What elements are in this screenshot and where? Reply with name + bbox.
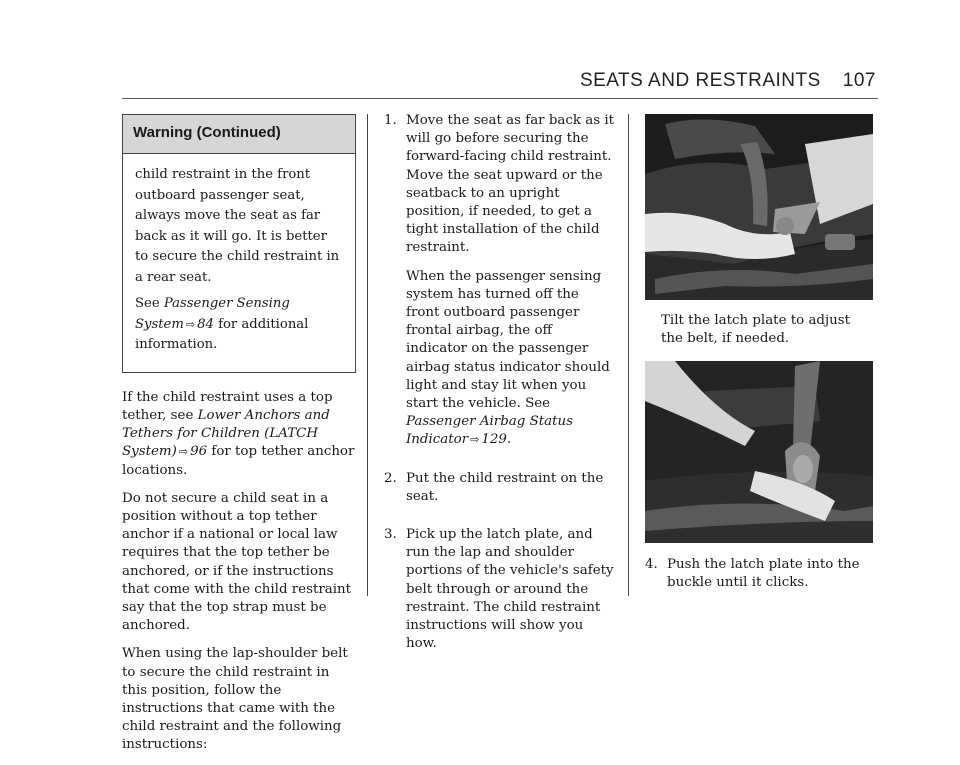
paragraph-top-tether <box>122 389 356 480</box>
page-reference-arrow-icon: ⇨ <box>178 445 189 459</box>
step-3-text: Pick up the latch plate, and run the lap and shoulder portions of the vehicle's safety belt through or around the restraint. The child restraint instructions will show you how. <box>406 527 614 652</box>
p1-suffix: for top tether anchor locations. <box>122 444 355 478</box>
link-latch-system[interactable]: Lower Anchors and Tethers for Children (LATCH System) <box>122 407 330 460</box>
step-1-note-text: When the passenger sensing system has turned off the front outboard passenger frontal airbag, the off indicator on the passenger airbag status indicator should light and stay lit when you start the vehicle. See <box>406 268 610 412</box>
illustration-push-latch-into-buckle <box>645 361 873 543</box>
step-number: 1. <box>384 113 397 128</box>
step-number: 4. <box>645 557 658 572</box>
step-3 <box>384 526 616 663</box>
ref-page-84[interactable]: 84 <box>197 316 214 332</box>
paragraph-no-tether: Do not secure a child seat in a position without a top tether anchor if a national or local law requires that the top tether be anchored, or if the instructions that come with the child restraint say that the top strap must be anchored. <box>122 490 352 634</box>
middle-column <box>384 112 616 673</box>
illustration-tilt-latch-plate <box>645 114 873 300</box>
page-header <box>580 70 876 92</box>
see-suffix: for additional information. <box>135 316 309 353</box>
warning-text: child restraint in the front outboard passenger seat, always move the seat as far back as it will go. It is better to secure the child restraint in a rear seat. <box>135 167 340 285</box>
warning-box <box>122 114 356 373</box>
step-number: 2. <box>384 470 397 486</box>
step-1-note-suffix: . <box>506 432 512 448</box>
step-4-text: Push the latch plate into the buckle until it clicks. <box>667 557 860 591</box>
column-divider-1 <box>367 114 368 596</box>
header-rule <box>122 98 878 99</box>
p1-prefix: If the child restraint uses a top tether, see <box>122 389 333 423</box>
step-number: 3. <box>384 527 397 543</box>
ref-page-96[interactable]: 96 <box>190 444 208 460</box>
page-number: 107 <box>842 70 876 91</box>
link-airbag-status-indicator[interactable]: Passenger Airbag Status Indicator <box>406 414 573 448</box>
paragraph-lap-shoulder: When using the lap-shoulder belt to secure the child restraint in this position, follow the instructions that came with the child restraint and the following instructions: <box>122 646 348 753</box>
step-2 <box>384 470 616 516</box>
page-reference-arrow-icon: ⇨ <box>185 317 196 331</box>
warning-body <box>123 154 355 372</box>
warning-see <box>135 294 343 356</box>
left-column <box>122 114 356 765</box>
step-1-text: Move the seat as far back as it will go before securing the forward-facing child restraint. Move the seat upward or the seatback to an upright position, if needed, to get a tight installation of the child restraint. <box>406 113 615 256</box>
step-1 <box>384 112 616 460</box>
page-reference-arrow-icon: ⇨ <box>470 433 480 447</box>
section-title: SEATS AND RESTRAINTS <box>579 70 821 91</box>
see-prefix: See <box>135 296 164 312</box>
link-passenger-sensing-system[interactable]: Passenger Sensing System <box>135 296 290 332</box>
step-4 <box>645 556 873 592</box>
column-divider-2 <box>628 114 629 596</box>
figure-1-caption: Tilt the latch plate to adjust the belt, if needed. <box>661 313 851 347</box>
step-2-text: Put the child restraint on the seat. <box>406 470 604 504</box>
step-1-airbag-note <box>406 268 616 450</box>
warning-title: Warning (Continued) <box>123 115 355 154</box>
ref-page-129[interactable]: 129 <box>481 432 507 448</box>
